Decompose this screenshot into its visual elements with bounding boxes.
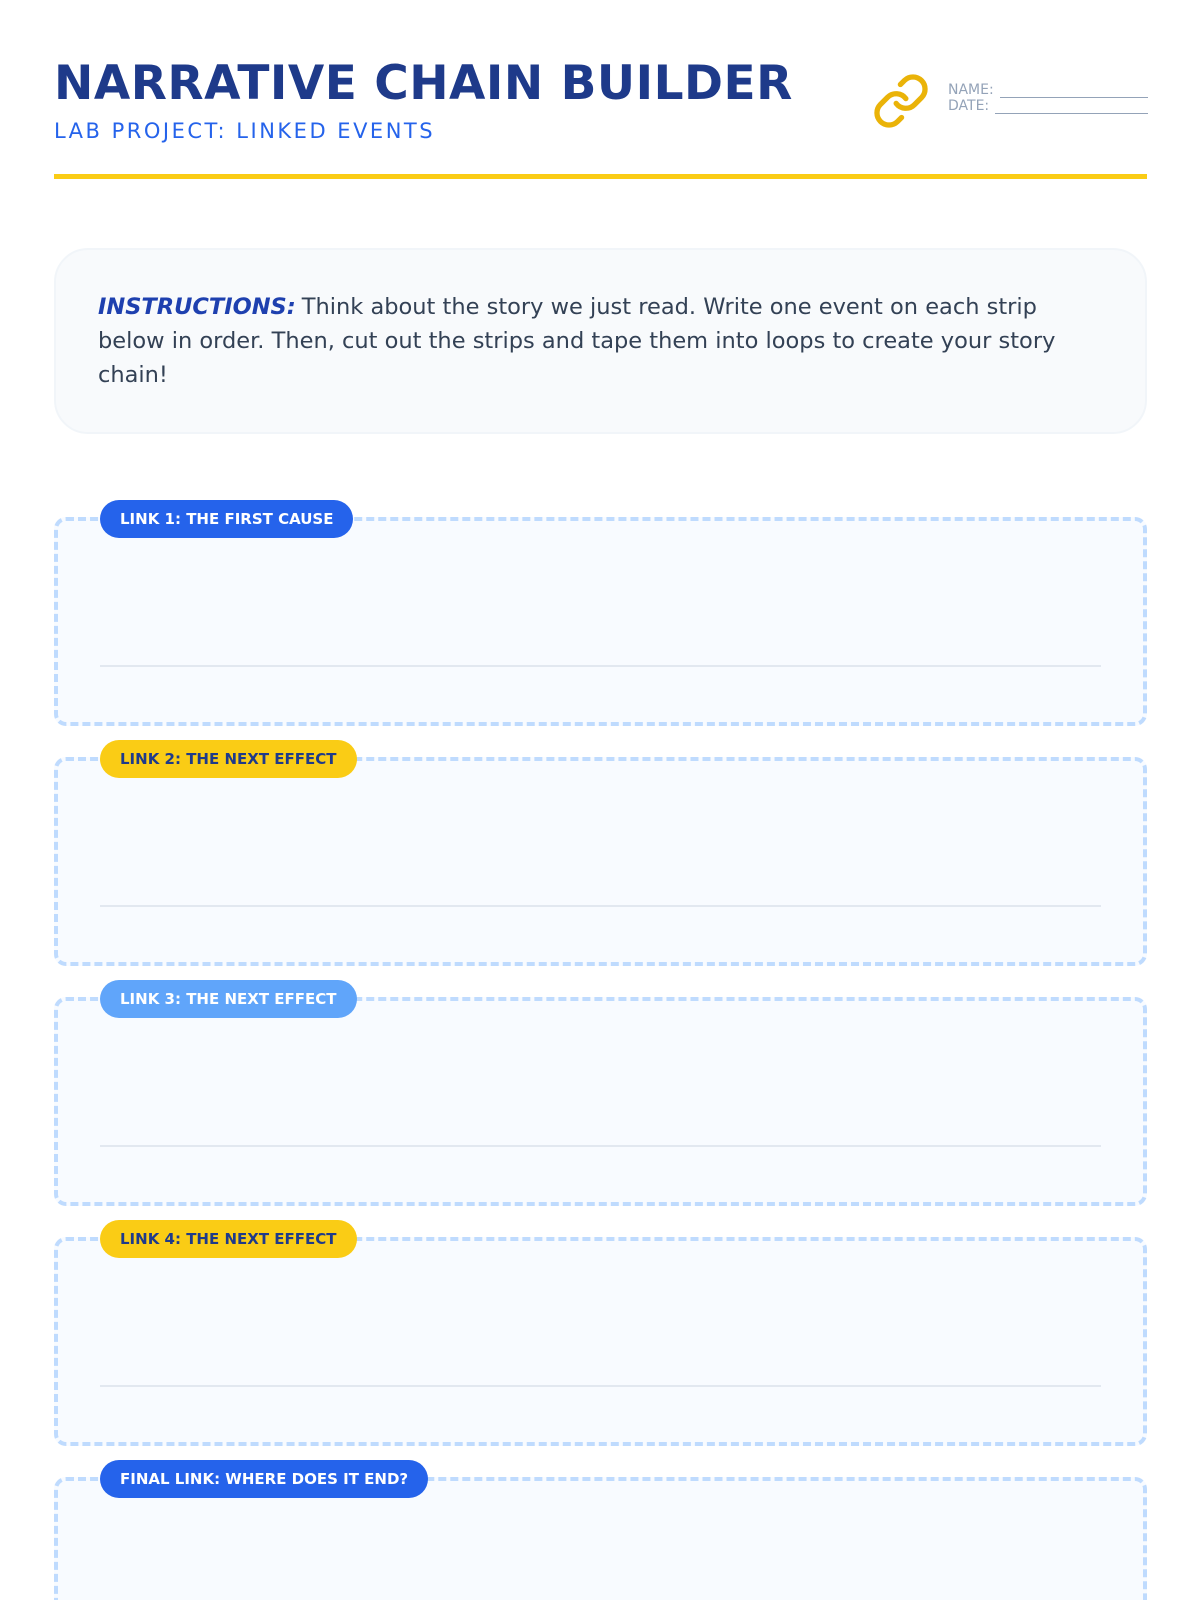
- instructions-lead: INSTRUCTIONS:: [98, 294, 296, 320]
- page-title: NARRATIVE CHAIN BUILDER: [54, 56, 793, 111]
- link-badge-4: LINK 4: THE NEXT EFFECT: [100, 1220, 357, 1258]
- link-badge-1: LINK 1: THE FIRST CAUSE: [100, 500, 353, 538]
- date-label: DATE:: [948, 98, 990, 114]
- link-badge-3: LINK 3: THE NEXT EFFECT: [100, 980, 357, 1018]
- worksheet-header: [54, 56, 1146, 176]
- chain-link-icon: [872, 72, 930, 130]
- page-subtitle: LAB PROJECT: LINKED EVENTS: [54, 119, 436, 143]
- writing-line: [100, 1145, 1101, 1147]
- chain-strip-3[interactable]: [54, 997, 1147, 1206]
- name-label: NAME:: [948, 82, 994, 98]
- name-blank-line: [1000, 85, 1148, 98]
- link-badge-final: FINAL LINK: WHERE DOES IT END?: [100, 1460, 428, 1498]
- writing-line: [100, 665, 1101, 667]
- name-date-fields: [948, 82, 1148, 114]
- name-field[interactable]: [948, 82, 1148, 98]
- date-blank-line: [995, 101, 1148, 114]
- chain-strip-1[interactable]: [54, 517, 1147, 726]
- link-badge-2: LINK 2: THE NEXT EFFECT: [100, 740, 357, 778]
- writing-line: [100, 1385, 1101, 1387]
- instructions-box: [54, 248, 1147, 434]
- chain-strip-4[interactable]: [54, 1237, 1147, 1446]
- writing-line: [100, 905, 1101, 907]
- instructions-text: Think about the story we just read. Write one event on each strip below in order. Then, cut out the strips and tape them into loops to create your story chain!: [98, 294, 1056, 388]
- date-field[interactable]: [948, 98, 1148, 114]
- header-divider: [54, 174, 1147, 179]
- chain-strip-2[interactable]: [54, 757, 1147, 966]
